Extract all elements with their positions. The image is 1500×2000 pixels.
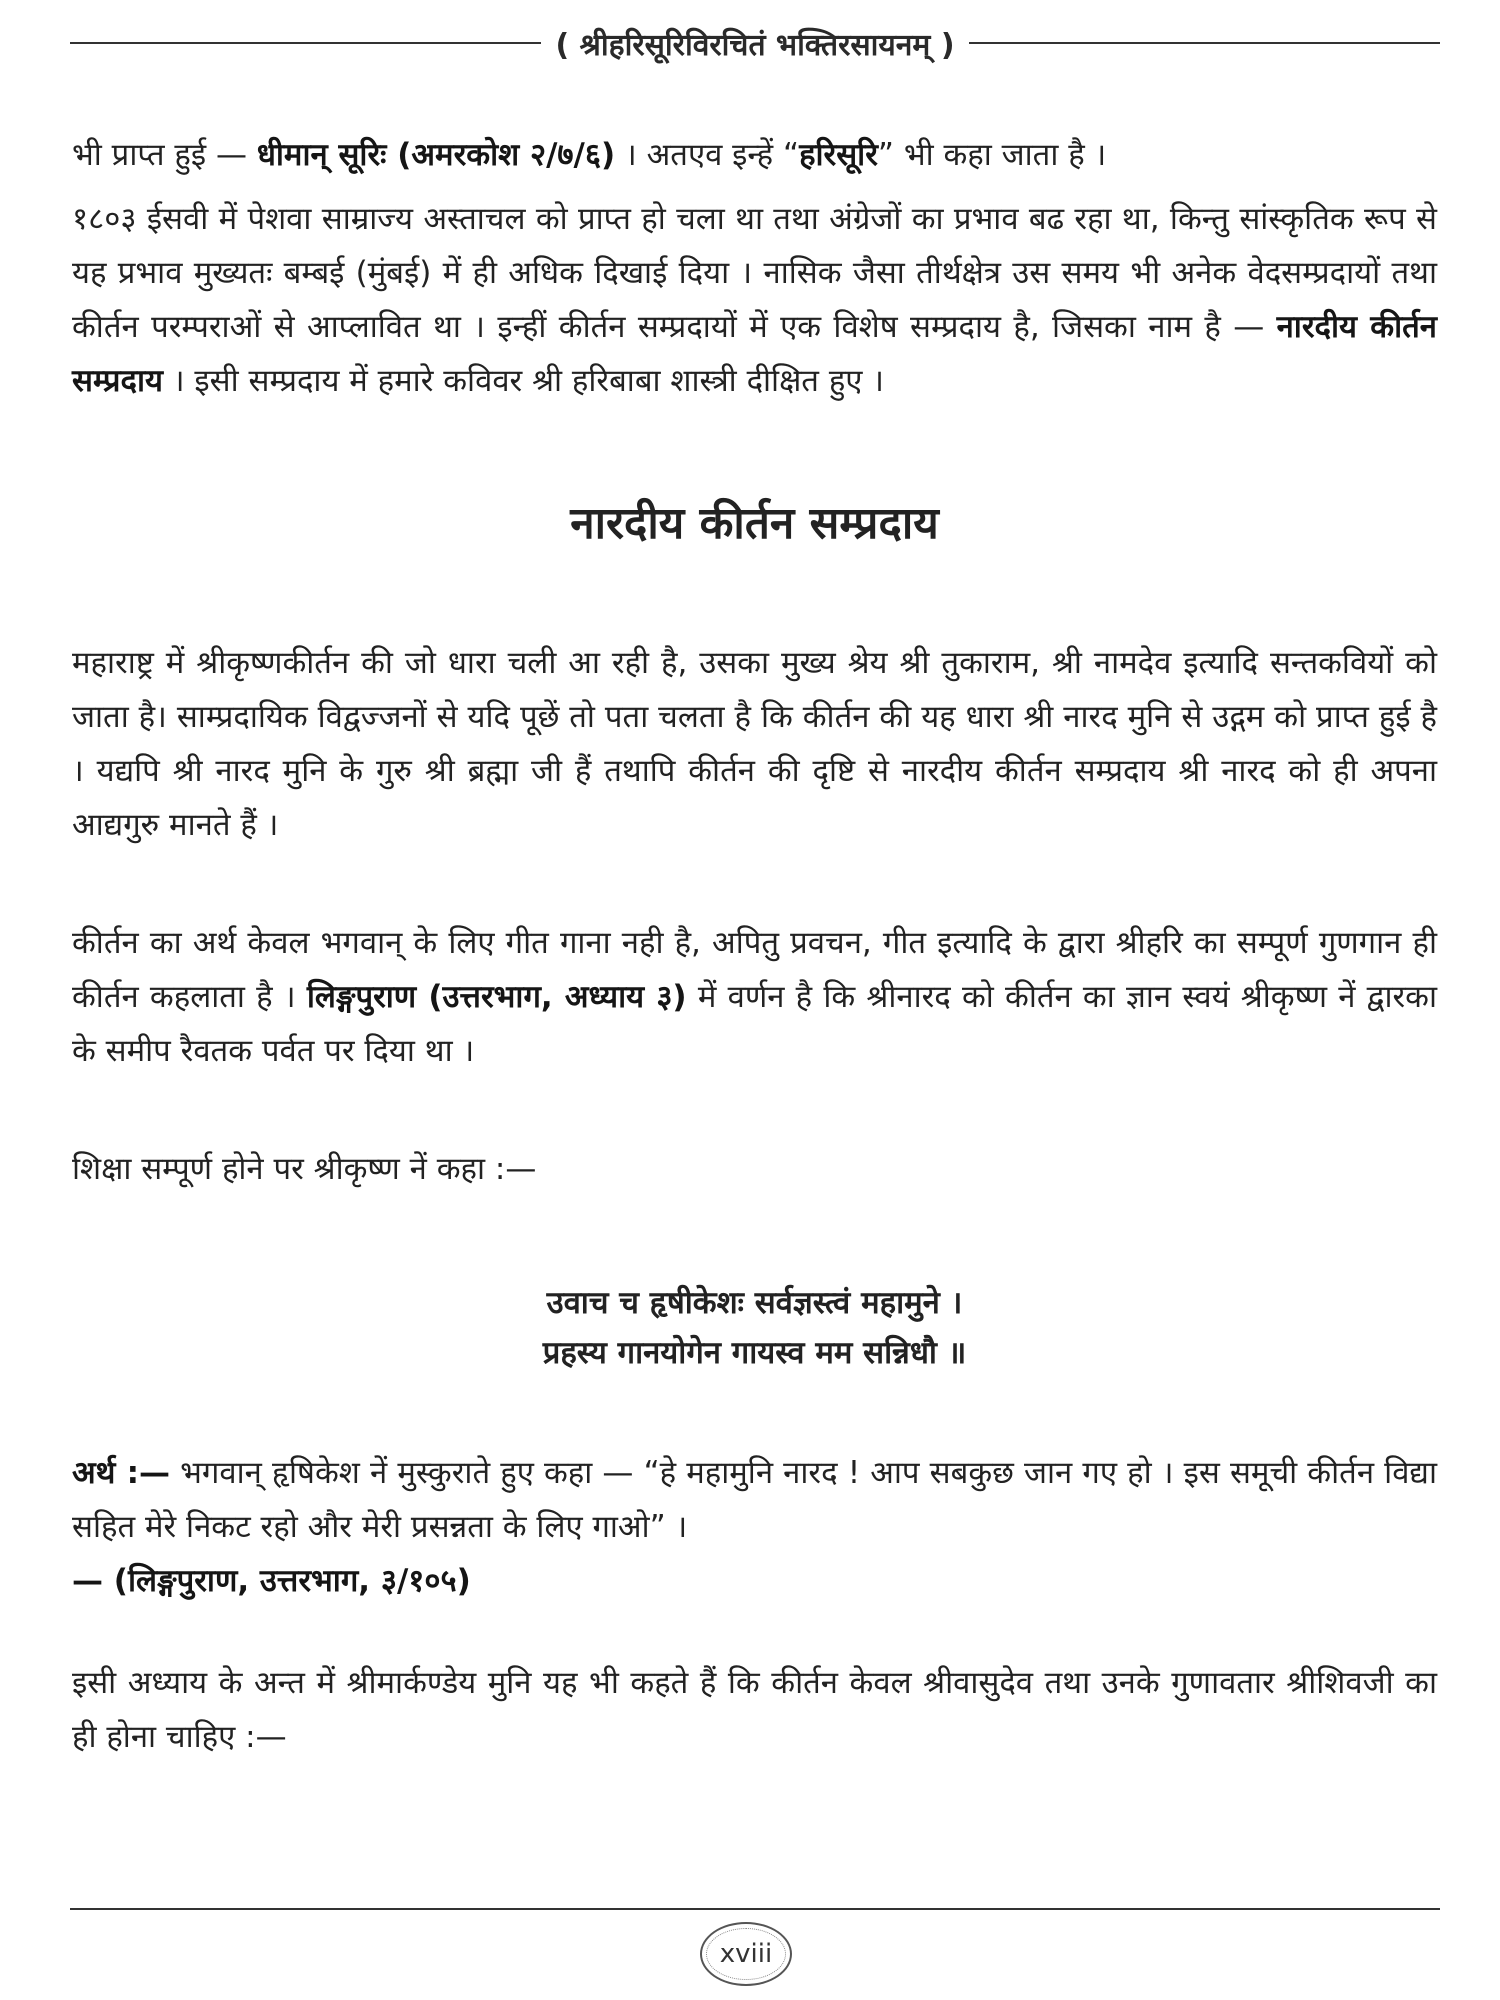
paragraph-6: इसी अध्याय के अन्त में श्रीमार्कण्डेय मुनि यह भी कहते हैं कि कीर्तन केवल श्रीवासुदेव तथा उनके गुणावतार श्रीशिवजी का ही होना चाहिए :— — [72, 1665, 1437, 1755]
p2-bold: नारदीय कीर्तन सम्प्रदाय — [72, 309, 1437, 399]
p2-text-c: । इसी सम्प्रदाय में हमारे कविवर श्री हरिबाबा शास्त्री दीक्षित हुए । — [162, 363, 885, 399]
artha-paragraph — [72, 1446, 1437, 1554]
section-heading: नारदीय कीर्तन सम्प्रदाय — [570, 498, 939, 549]
artha-ref: — (लिङ्गपुराण, उत्तरभाग, ३/१०५) — [72, 1563, 471, 1599]
verse-block — [72, 1278, 1437, 1378]
paragraph-2 — [72, 192, 1437, 408]
p1-name: हरिसूरि — [799, 137, 878, 173]
paragraph-1 — [72, 128, 1437, 182]
p1-text-c: । अतएव इन्हें “ — [615, 137, 800, 173]
artha-reference — [72, 1554, 1437, 1608]
page-body — [72, 120, 1437, 1764]
p4-text-a: कीर्तन का अर्थ केवल भगवान् के लिए गीत गाना नही है, अपितु प्रवचन, गीत इत्यादि के द्वारा श्रीहरि का सम्पूर्ण गुणगान ही कीर्तन कहलाता है । — [72, 925, 1437, 1015]
page-number: xviii — [719, 1939, 773, 1969]
verse-line-1: उवाच च हृषीकेशः सर्वज्ञस्त्वं महामुने । — [546, 1285, 963, 1321]
p1-citation: धीमान् सूरिः (अमरकोश २/७/६) — [256, 137, 616, 173]
paragraph-4 — [72, 916, 1437, 1078]
p2-text-a: १८०३ ईसवी में पेशवा साम्राज्य अस्ताचल को प्राप्त हो चला था तथा अंग्रेजों का प्रभाव बढ रहा था, किन्तु सांस्कृतिक रूप से यह प्रभाव मुख्यतः बम्बई (मुंबई) में ही अधिक दिखाई दिया । नासिक जैसा तीर्थक्षेत्र उस समय भी अनेक वेदसम्प्रदायों तथा कीर्तन परम्पराओं से आप्लावित था । इन्हीं कीर्तन सम्प्रदायों में एक विशेष सम्प्रदाय है, जिसका नाम है — — [72, 201, 1437, 345]
header-rule-right — [969, 42, 1440, 44]
artha-label: अर्थ :— — [72, 1455, 170, 1491]
artha-text: भगवान् हृषिकेश नें मुस्कुराते हुए कहा — “हे महामुनि नारद ! आप सबकुछ जान गए हो । इस समूची कीर्तन विद्या सहित मेरे निकट रहो और मेरी प्रसन्नता के लिए गाओ” । — [72, 1455, 1437, 1545]
p1-text-a: भी प्राप्त हुई — — [72, 137, 257, 173]
running-header — [70, 18, 1440, 68]
p4-citation: लिङ्गपुराण (उत्तरभाग, अध्याय ३) — [306, 979, 687, 1015]
header-title: ( श्रीहरिसूरिविरचितं भक्तिरसायनम् ) — [555, 27, 955, 63]
p1-text-e: ” भी कहा जाता है । — [877, 137, 1107, 173]
paragraph-3: महाराष्ट्र में श्रीकृष्णकीर्तन की जो धारा चली आ रही है, उसका मुख्य श्रेय श्री तुकाराम, श्री नामदेव इत्यादि सन्तकवियों को जाता है। साम्प्रदायिक विद्वज्जनों से यदि पूछें तो पता चलता है कि कीर्तन की यह धारा श्री नारद मुनि से उद्गम को प्राप्त हुई है । यद्यपि श्री नारद मुनि के गुरु श्री ब्रह्मा जी हैं तथापि कीर्तन की दृष्टि से नारदीय कीर्तन सम्प्रदाय श्री नारद को ही अपना आद्यगुरु मानते हैं । — [72, 645, 1437, 843]
paragraph-5: शिक्षा सम्पूर्ण होने पर श्रीकृष्ण नें कहा :— — [72, 1151, 537, 1187]
footer-rule — [70, 1908, 1440, 1910]
p4-text-c: में वर्णन है कि श्रीनारद को कीर्तन का ज्ञान स्वयं श्रीकृष्ण नें द्वारका के समीप रैवतक पर्वत पर दिया था । — [72, 979, 1437, 1069]
page-number-badge — [700, 1922, 792, 1986]
verse-line-2: प्रहस्य गानयोगेन गायस्व मम सन्निधौ ॥ — [542, 1335, 967, 1371]
header-rule-left — [70, 42, 541, 44]
